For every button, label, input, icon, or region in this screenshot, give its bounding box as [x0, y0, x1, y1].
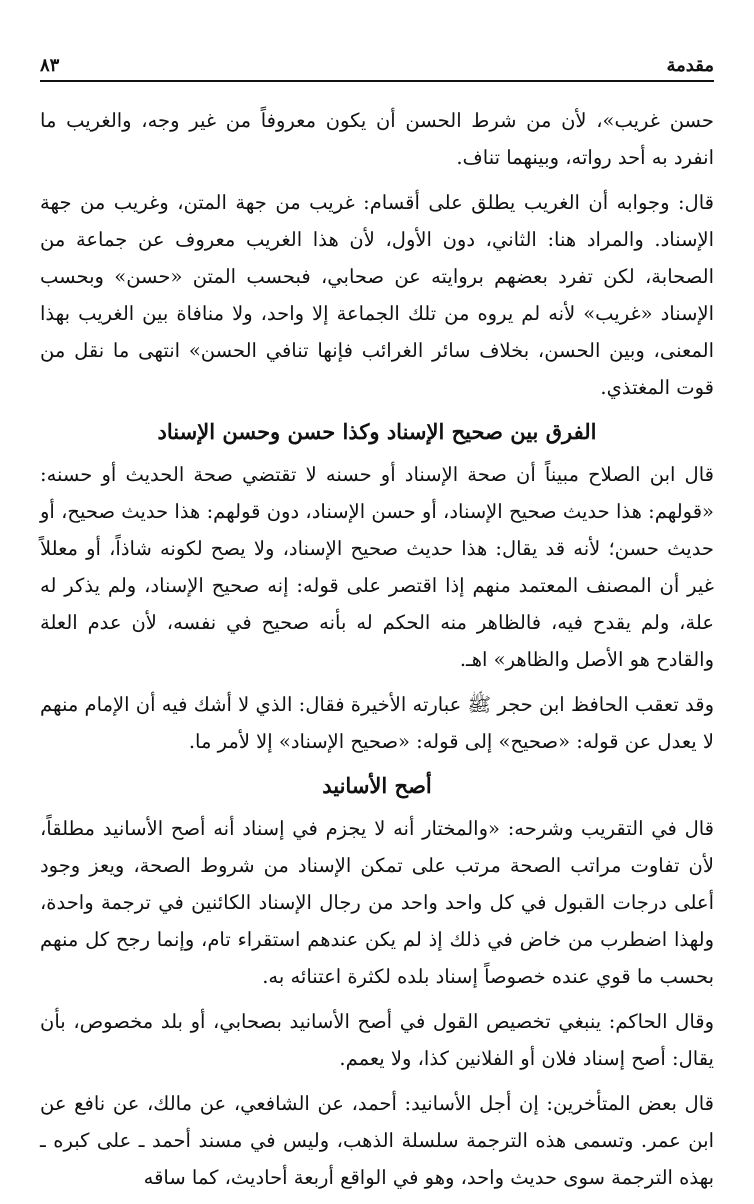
paragraph: قال بعض المتأخرين: إن أجل الأسانيد: أحمد، عن الشافعي، عن مالك، عن نافع عن ابن عمر. وتسمى هذه الترجمة سلسلة الذهب، وليس في مسند أحمد ـ على كبره ـ بهذه الترجمة سوى حديث واحد، وهو في الواقع أربعة أحاديث، كما ساقه — [40, 1092, 714, 1189]
page-body — [40, 102, 714, 1204]
paragraph: قال في التقريب وشرحه: «والمختار أنه لا يجزم في إسناد أنه أصح الأسانيد مطلقاً، لأن تفاوت مراتب الصحة مرتب على تمكن الإسناد من شروط الصحة، ويعز وجود أعلى درجات القبول في كل واحد واحد من رجال الإسناد الكائنين في ترجمة واحدة، ولهذا اضطرب من خاض في ذلك إذ لم يكن عندهم استقراء تام، وإنما رجح كل منهم بحسب ما قوي عنده خصوصاً إسناد بلده لكثرة اعتنائه به. — [40, 817, 714, 988]
page-header — [40, 52, 714, 82]
paragraph: قال ابن الصلاح مبيناً أن صحة الإسناد أو حسنه لا تقتضي صحة الحديث أو حسنه: «قولهم: هذا حديث صحيح الإسناد، أو حسن الإسناد، دون قولهم: هذا حديث صحيح، أو حديث حسن؛ لأنه قد يقال: هذا حديث صحيح الإسناد، ولا يصح لكونه شاذاً، أو معللاً غير أن المصنف المعتمد منهم إذا اقتصر على قوله: إنه صحيح الإسناد، ولم يذكر له علة، ولم يقدح فيه، فالظاهر منه الحكم له بأنه صحيح في نفسه، لأن عدم العلة والقادح هو الأصل والظاهر» اهـ. — [40, 463, 714, 671]
section-heading: أصح الأسانيد — [322, 773, 432, 798]
running-title: مقدمة — [666, 55, 714, 76]
paragraph: وقال الحاكم: ينبغي تخصيص القول في أصح الأسانيد بصحابي، أو بلد مخصوص، بأن يقال: أصح إسناد فلان أو الفلانين كذا، ولا يعمم. — [40, 1010, 714, 1070]
paragraph: قال: وجوابه أن الغريب يطلق على أقسام: غريب من جهة المتن، وغريب من جهة الإسناد. والمراد هنا: الثاني، دون الأول، لأن هذا الغريب معروف عن جماعة من الصحابة، لكن تفرد بعضهم بروايته عن صحابي، فبحسب المتن «حسن» وبحسب الإسناد «غريب» لأنه لم يروه من تلك الجماعة إلا واحد، ولا منافاة بين الغريب بهذا المعنى، وبين الحسن، بخلاف سائر الغرائب فإنها تنافي الحسن» انتهى ما نقل من قوت المغتذي. — [40, 191, 714, 399]
paragraph: وقد تعقب الحافظ ابن حجر ﷺ عبارته الأخيرة فقال: الذي لا أشك فيه أن الإمام منهم لا يعدل عن قوله: «صحيح» إلى قوله: «صحيح الإسناد» إلا لأمر ما. — [40, 693, 714, 753]
page-number: ٨٣ — [40, 55, 60, 76]
paragraph: حسن غريب»، لأن من شرط الحسن أن يكون معروفاً من غير وجه، والغريب ما انفرد به أحد رواته، وبينهما تناف. — [40, 109, 714, 169]
section-heading: الفرق بين صحيح الإسناد وكذا حسن وحسن الإسناد — [157, 419, 597, 444]
